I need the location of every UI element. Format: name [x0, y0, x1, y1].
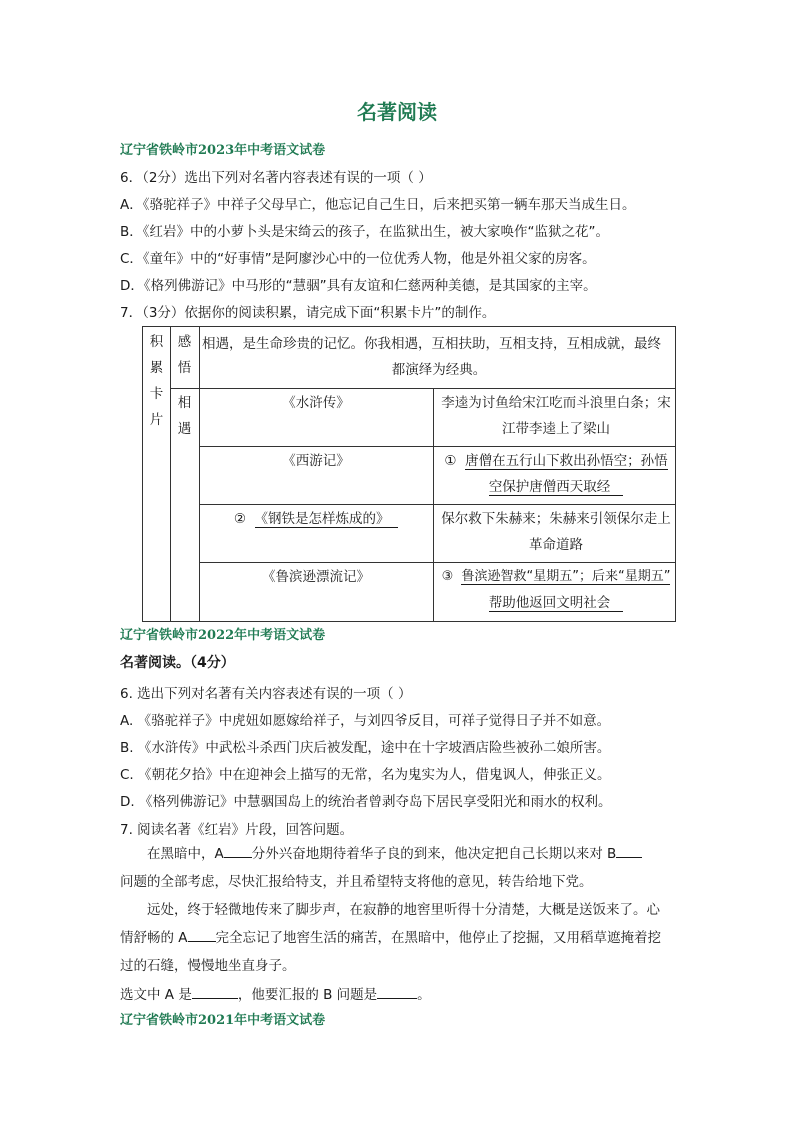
question-6-2023: 6．（2分）选出下列对名著内容表述有误的一项（ ） — [120, 170, 432, 186]
page-title: 名著阅读 — [357, 100, 437, 124]
desc-shuihu: 李逵为讨鱼给宋江吃而斗浪里白条；宋 江带李逵上了梁山 — [441, 395, 671, 437]
option-d-2022: D. 《格列佛游记》中慧骃国岛上的统治者曾剥夺岛下居民享受阳光和雨水的权利。 — [120, 794, 612, 810]
question-7-2023: 7．（3分）依据你的阅读积累，请完成下面“积累卡片”的制作。 — [120, 305, 496, 321]
option-a-2023: A．《骆驼祥子》中祥子父母早亡，他忘记自己生日，后来把买第一辆车那天当成生日。 — [120, 197, 636, 213]
option-b-2022: B. 《水浒传》中武松斗杀西门庆后被发配，途中在十字坡酒店险些被孙二娘所害。 — [120, 740, 611, 756]
xiangyu-label: 相 遇 — [177, 395, 192, 437]
ganwu-text: 相遇，是生命珍贵的记忆。你我相遇，互相扶助，互相支持，互相成就，最终 都演绎为经典。 — [202, 336, 661, 378]
source-label-2022: 辽宁省铁岭市2022年中考语文试卷 — [120, 628, 326, 643]
source-label-2021: 辽宁省铁岭市2021年中考语文试卷 — [120, 1013, 326, 1028]
card-label-column: 积 累 卡 片 — [149, 334, 164, 428]
source-label-2023: 辽宁省铁岭市2023年中考语文试卷 — [120, 143, 326, 158]
reading-paragraph-2: 远处，终于轻微地传来了脚步声，在寂静的地窖里听得十分清楚，大概是送饭来了。心 情舒畅的 A 完全忘记了地窖生活的痛苦，在黑暗中，他停止了挖掘，又用稻草遮掩着挖 过的石缝，慢慢地坐直身子。 — [120, 902, 662, 974]
question-7-2022: 7. 阅读名著《红岩》片段，回答问题。 — [120, 822, 354, 838]
option-b-2023: B．《红岩》中的小萝卜头是宋绮云的孩子，在监狱出生，被大家唤作“监狱之花”。 — [120, 224, 609, 240]
option-c-2023: C．《童年》中的“好事情”是阿廖沙心中的一位优秀人物，他是外祖父家的房客。 — [120, 251, 596, 267]
desc-lubinxun-answer: ③ 鲁滨逊智救“星期五”；后来“星期五” 帮助他返回文明社会 — [441, 569, 671, 611]
answer-blank-b[interactable] — [377, 984, 417, 999]
book-lubinxun: 《鲁滨逊漂流记》 — [262, 569, 370, 585]
section-heading-2022: 名著阅读。（4分） — [120, 655, 235, 671]
desc-xiyou-answer: ① 唐僧在五行山下救出孙悟空；孙悟 空保护唐僧西天取经 — [444, 453, 668, 495]
book-xiyou: 《西游记》 — [282, 453, 350, 469]
ganwu-label: 感 悟 — [177, 334, 192, 376]
option-a-2022: A. 《骆驼祥子》中虎妞如愿嫁给祥子，与刘四爷反目，可祥子觉得日子并不如意。 — [120, 713, 611, 729]
question-6-2022: 6. 选出下列对名著有关内容表述有误的一项（ ） — [120, 686, 412, 702]
fill-in-question: 选文中 A 是 ，他要汇报的 B 问题是 。 — [120, 983, 431, 1003]
answer-blank-a[interactable] — [192, 984, 238, 999]
reading-paragraph-1: 在黑暗中，A 分外兴奋地期待着华子良的到来，他决定把自己长期以来对 B 问题的全部考虑，尽快汇报给特支，并且希望特支将他的意见，转告给地下党。 — [120, 840, 680, 896]
book-shuihu: 《水浒传》 — [282, 395, 350, 411]
desc-gangtie: 保尔救下朱赫来；朱赫来引领保尔走上 革命道路 — [441, 511, 671, 553]
book-gangtie-answer: ② 《钢铁是怎样炼成的》 — [199, 506, 433, 532]
option-c-2022: C. 《朝花夕拾》中在迎神会上描写的无常，名为鬼实为人，借鬼讽人，伸张正义。 — [120, 767, 611, 783]
accumulation-card-table — [142, 326, 676, 622]
option-d-2023: D．《格列佛游记》中马形的“慧骃”具有友谊和仁慈两种美德，是其国家的主宰。 — [120, 278, 597, 294]
